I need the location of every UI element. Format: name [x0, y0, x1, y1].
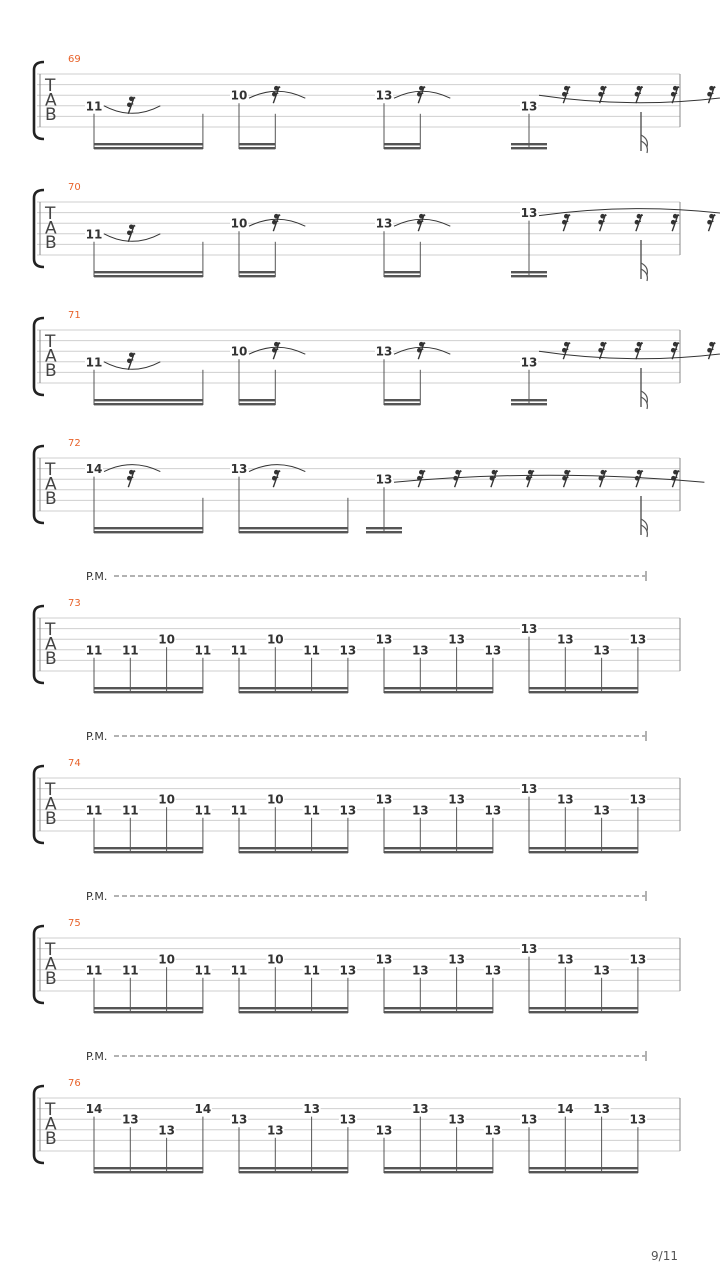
beam-primary	[384, 147, 420, 149]
measure-number: 75	[68, 918, 81, 929]
fret-number: 10	[158, 632, 175, 647]
fret-number: 11	[121, 963, 139, 978]
fret-number: 13	[230, 1112, 248, 1127]
beat-group	[520, 622, 647, 694]
fret-number: 11	[85, 803, 103, 818]
fret-number: 13	[375, 216, 393, 231]
tab-clef-letter: T	[45, 1100, 56, 1120]
beam-primary	[94, 403, 203, 405]
fret-number: 10	[266, 632, 284, 647]
beam-secondary	[239, 1007, 348, 1009]
beat-group	[511, 206, 720, 278]
beam-primary	[384, 403, 420, 405]
beat-group	[85, 462, 203, 534]
beam-primary	[384, 275, 420, 277]
tab-clef-letter: A	[45, 634, 57, 655]
fret-number: 13	[448, 952, 465, 967]
beam-secondary	[94, 143, 203, 145]
fret-number: 13	[339, 803, 357, 818]
beam-primary	[511, 275, 547, 277]
fret-number: 13	[158, 1123, 175, 1138]
fret-number: 11	[230, 643, 248, 658]
tab-clef-letter: B	[45, 233, 57, 253]
beat-group	[85, 97, 203, 150]
beam-secondary	[384, 1167, 493, 1169]
beam-primary	[384, 851, 493, 853]
fret-number: 11	[85, 227, 103, 242]
tie-curve	[104, 234, 160, 242]
beam-primary	[239, 275, 275, 277]
beam-primary	[239, 147, 275, 149]
beam-primary	[239, 403, 275, 405]
tab-system-69	[34, 54, 720, 153]
tab-clef-letter: A	[45, 1114, 57, 1135]
beam-secondary	[529, 1007, 638, 1009]
measure-number: 71	[68, 310, 81, 321]
measure-number: 74	[68, 758, 81, 769]
beam-secondary	[384, 399, 420, 401]
tab-system-72	[34, 438, 704, 537]
beam-primary	[529, 1011, 638, 1013]
beam-secondary	[239, 143, 275, 145]
fret-number: 13	[520, 622, 538, 637]
fret-number: 11	[303, 963, 320, 978]
fret-number: 13	[520, 99, 538, 114]
fret-number: 11	[85, 355, 103, 370]
tab-clef-letter: A	[45, 794, 57, 815]
fret-number: 11	[85, 99, 103, 114]
fret-number: 13	[520, 1112, 538, 1127]
tie-curve	[104, 362, 160, 370]
fret-number: 10	[158, 792, 175, 807]
fret-number: 13	[266, 1123, 284, 1138]
tab-clef-letter: T	[45, 780, 56, 800]
fret-number: 13	[593, 803, 610, 818]
fret-number: 13	[520, 355, 538, 370]
beam-primary	[384, 1011, 493, 1013]
fret-number: 10	[266, 952, 284, 967]
fret-number: 13	[339, 1112, 357, 1127]
tab-clef-letter: T	[45, 76, 56, 96]
fret-number: 13	[375, 792, 393, 807]
fret-number: 13	[411, 643, 429, 658]
fret-number: 13	[448, 792, 465, 807]
fret-number: 13	[375, 344, 393, 359]
beam-secondary	[94, 687, 203, 689]
beam-primary	[239, 851, 348, 853]
beat-group	[375, 952, 502, 1013]
fret-number: 13	[629, 952, 647, 967]
fret-number: 10	[266, 792, 284, 807]
fret-number: 13	[629, 1112, 647, 1127]
end-rest-flag	[641, 525, 647, 537]
beat-group	[230, 462, 348, 534]
beam-secondary	[384, 271, 420, 273]
fret-number: 13	[411, 1102, 429, 1117]
fret-number: 13	[520, 206, 538, 221]
fret-number: 13	[520, 782, 538, 797]
beam-secondary	[366, 527, 402, 529]
fret-number: 11	[194, 643, 212, 658]
beam-primary	[529, 1171, 638, 1173]
palm-mute-label: P.M.	[86, 570, 108, 583]
beam-secondary	[94, 1007, 203, 1009]
fret-number: 10	[230, 216, 248, 231]
tab-system-71	[34, 310, 720, 409]
fret-number: 11	[194, 963, 212, 978]
beam-secondary	[384, 847, 493, 849]
beam-primary	[94, 275, 203, 277]
fret-number: 13	[339, 963, 357, 978]
beam-secondary	[529, 847, 638, 849]
tab-system-74	[34, 730, 680, 853]
end-rest-flag	[641, 141, 647, 153]
beam-primary	[94, 1011, 203, 1013]
tab-clef-letter: B	[45, 105, 57, 125]
fret-number: 11	[230, 803, 248, 818]
fret-number: 13	[411, 803, 429, 818]
beam-secondary	[511, 143, 547, 145]
fret-number: 13	[375, 1123, 393, 1138]
beat-group	[85, 632, 212, 693]
beam-secondary	[529, 687, 638, 689]
tab-clef-letter: B	[45, 809, 57, 829]
beam-primary	[94, 691, 203, 693]
beam-secondary	[94, 271, 203, 273]
end-rest-flag	[641, 397, 647, 409]
fret-number: 13	[121, 1112, 139, 1127]
beat-group	[230, 632, 357, 693]
beam-primary	[384, 691, 493, 693]
beam-primary	[239, 1171, 348, 1173]
tab-clef-letter: B	[45, 649, 57, 669]
beat-group	[230, 792, 357, 853]
beam-primary	[239, 531, 348, 533]
measure-number: 72	[68, 438, 81, 449]
beat-group	[520, 782, 647, 854]
beam-secondary	[239, 687, 348, 689]
beat-group	[375, 1102, 502, 1174]
fret-number: 13	[303, 1102, 320, 1117]
fret-number: 10	[230, 344, 248, 359]
beat-group	[520, 942, 647, 1014]
beam-primary	[239, 1011, 348, 1013]
beat-group	[85, 952, 212, 1013]
beam-primary	[529, 691, 638, 693]
beam-secondary	[94, 847, 203, 849]
tab-clef-letter: A	[45, 954, 57, 975]
fret-number: 13	[556, 632, 574, 647]
fret-number: 13	[593, 1102, 610, 1117]
tab-clef-letter: T	[45, 940, 56, 960]
fret-number: 11	[85, 643, 103, 658]
tab-system-75	[34, 890, 680, 1013]
tab-system-70	[34, 182, 720, 281]
palm-mute-label: P.M.	[86, 730, 108, 743]
fret-number: 13	[484, 803, 502, 818]
tab-clef-letter: T	[45, 332, 56, 352]
tab-clef-letter: A	[45, 346, 57, 367]
beam-secondary	[239, 399, 275, 401]
fret-number: 13	[230, 462, 248, 477]
fret-number: 13	[484, 643, 502, 658]
beam-secondary	[511, 271, 547, 273]
fret-number: 13	[339, 643, 357, 658]
beam-secondary	[94, 527, 203, 529]
beam-primary	[94, 531, 203, 533]
tab-clef-letter: A	[45, 90, 57, 111]
tab-system-76	[34, 1050, 680, 1173]
fret-number: 13	[484, 1123, 502, 1138]
fret-number: 11	[303, 803, 320, 818]
beat-group	[85, 792, 212, 853]
beam-primary	[366, 531, 402, 533]
beam-primary	[511, 147, 547, 149]
fret-number: 13	[520, 942, 538, 957]
beam-secondary	[94, 1167, 203, 1169]
beat-group	[85, 1102, 212, 1174]
tab-clef-letter: B	[45, 1129, 57, 1149]
fret-number: 13	[629, 632, 647, 647]
beam-primary	[239, 691, 348, 693]
beat-group	[230, 1102, 357, 1174]
beam-secondary	[239, 271, 275, 273]
fret-number: 13	[556, 792, 574, 807]
measure-number: 76	[68, 1078, 81, 1089]
fret-number: 13	[593, 963, 610, 978]
tab-clef-letter: B	[45, 969, 57, 989]
fret-number: 14	[194, 1102, 212, 1117]
beam-secondary	[511, 399, 547, 401]
tab-clef-letter: B	[45, 489, 57, 509]
beam-secondary	[94, 399, 203, 401]
fret-number: 11	[230, 963, 248, 978]
fret-number: 10	[230, 88, 248, 103]
tie-curve	[104, 106, 160, 114]
fret-number: 13	[448, 632, 465, 647]
beam-primary	[94, 147, 203, 149]
measure-number: 73	[68, 598, 81, 609]
tab-clef-letter: T	[45, 460, 56, 480]
beam-primary	[384, 1171, 493, 1173]
beam-primary	[511, 403, 547, 405]
fret-number: 13	[375, 88, 393, 103]
beam-primary	[529, 851, 638, 853]
fret-number: 13	[411, 963, 429, 978]
fret-number: 13	[556, 952, 574, 967]
fret-number: 13	[448, 1112, 465, 1127]
fret-number: 13	[375, 632, 393, 647]
palm-mute-label: P.M.	[86, 890, 108, 903]
beam-primary	[94, 1171, 203, 1173]
fret-number: 13	[484, 963, 502, 978]
fret-number: 13	[375, 952, 393, 967]
beam-secondary	[384, 1007, 493, 1009]
beam-secondary	[384, 143, 420, 145]
tab-clef-letter: B	[45, 361, 57, 381]
beam-primary	[94, 851, 203, 853]
beam-secondary	[239, 847, 348, 849]
palm-mute-label: P.M.	[86, 1050, 108, 1063]
fret-number: 11	[194, 803, 212, 818]
fret-number: 13	[375, 472, 393, 487]
beat-group	[85, 225, 203, 278]
fret-number: 14	[556, 1102, 574, 1117]
tab-clef-letter: T	[45, 204, 56, 224]
beat-group	[375, 792, 502, 853]
beam-secondary	[529, 1167, 638, 1169]
tab-clef-letter: A	[45, 474, 57, 495]
beat-group	[520, 1102, 647, 1174]
beat-group	[375, 632, 502, 693]
fret-number: 11	[121, 803, 139, 818]
beam-secondary	[384, 687, 493, 689]
fret-number: 10	[158, 952, 175, 967]
fret-number: 11	[121, 643, 139, 658]
fret-number: 11	[303, 643, 320, 658]
fret-number: 13	[629, 792, 647, 807]
fret-number: 13	[593, 643, 610, 658]
fret-number: 14	[85, 462, 103, 477]
beam-secondary	[239, 527, 348, 529]
tab-clef-letter: T	[45, 620, 56, 640]
beam-secondary	[239, 1167, 348, 1169]
page-number: 9/11	[651, 1249, 678, 1263]
beat-group	[85, 353, 203, 406]
measure-number: 70	[68, 182, 81, 193]
tab-system-73	[34, 570, 680, 693]
measure-number: 69	[68, 54, 81, 65]
fret-number: 11	[85, 963, 103, 978]
beat-group	[230, 952, 357, 1013]
tab-clef-letter: A	[45, 218, 57, 239]
fret-number: 14	[85, 1102, 103, 1117]
end-rest-flag	[641, 269, 647, 281]
